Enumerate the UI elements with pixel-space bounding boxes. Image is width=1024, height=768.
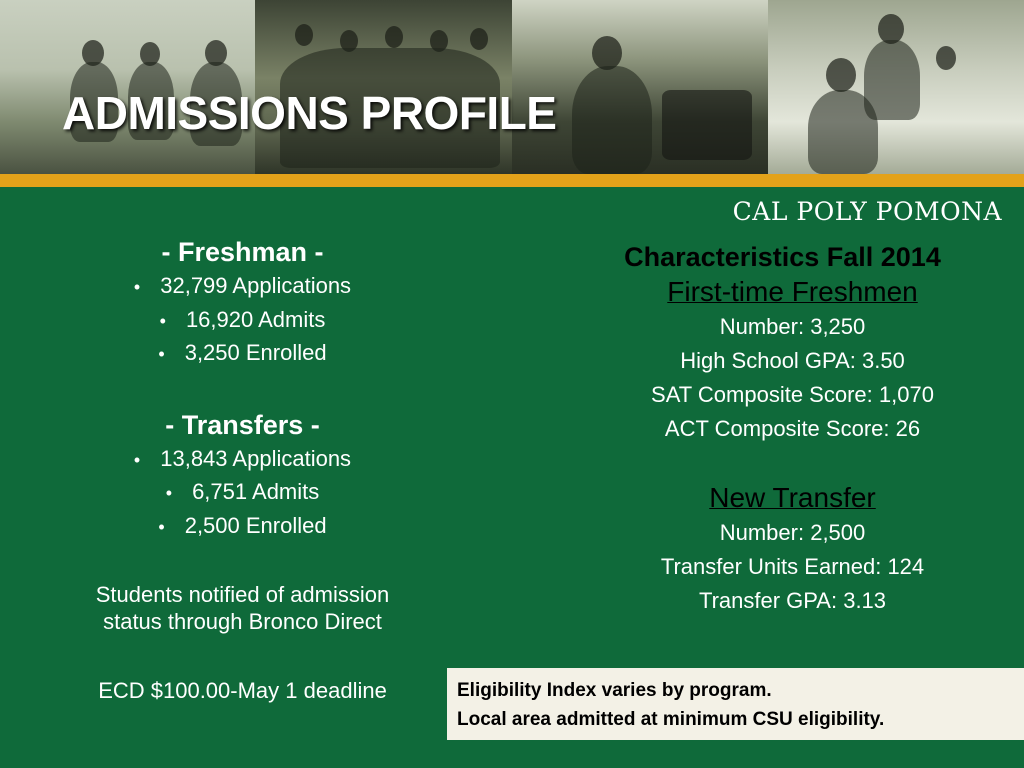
list-item: • 16,920 Admits [40, 304, 445, 338]
accent-bar [0, 174, 1024, 187]
transfers-list [40, 443, 445, 544]
freshman-list [40, 270, 445, 371]
freshman-number-stat: Number: 3,250 [719, 314, 866, 339]
list-item: • 32,799 Applications [40, 270, 445, 304]
callout-line1: Eligibility Index varies by program. [457, 680, 772, 701]
list-item: • 13,843 Applications [40, 443, 445, 477]
deadline-note: ECD $100.00-May 1 deadline [98, 678, 387, 703]
transfer-gpa-stat: Transfer GPA: 3.13 [698, 588, 887, 613]
page-title: ADMISSIONS PROFILE [62, 87, 557, 139]
notification-note-line2: status through Bronco Direct [103, 609, 382, 634]
new-transfer-heading: New Transfer [709, 482, 876, 513]
classroom-photo [768, 0, 1024, 174]
act-score-stat: ACT Composite Score: 26 [664, 416, 921, 441]
transfer-number-stat: Number: 2,500 [719, 520, 866, 545]
characteristics-panel [560, 240, 1024, 618]
characteristics-heading: Characteristics Fall 2014 [624, 242, 941, 272]
transfer-units-stat: Transfer Units Earned: 124 [660, 554, 925, 579]
admissions-counts [40, 236, 445, 704]
high-school-gpa-stat: High School GPA: 3.50 [680, 348, 905, 373]
list-item: • 3,250 Enrolled [40, 337, 445, 371]
first-time-freshmen-heading: First-time Freshmen [667, 276, 918, 307]
transfers-heading: - Transfers - [165, 409, 320, 440]
callout-line2: Local area admitted at minimum CSU eligibility. [457, 709, 885, 730]
list-item: • 2,500 Enrolled [40, 510, 445, 544]
list-item: • 6,751 Admits [40, 476, 445, 510]
eligibility-callout [447, 668, 1024, 740]
notification-note-line1: Students notified of admission [95, 582, 390, 607]
sat-score-stat: SAT Composite Score: 1,070 [651, 382, 934, 407]
freshman-heading: - Freshman - [161, 237, 324, 267]
university-logo: CAL POLY POMONA [732, 197, 1002, 226]
header-photo-banner [0, 0, 1024, 174]
